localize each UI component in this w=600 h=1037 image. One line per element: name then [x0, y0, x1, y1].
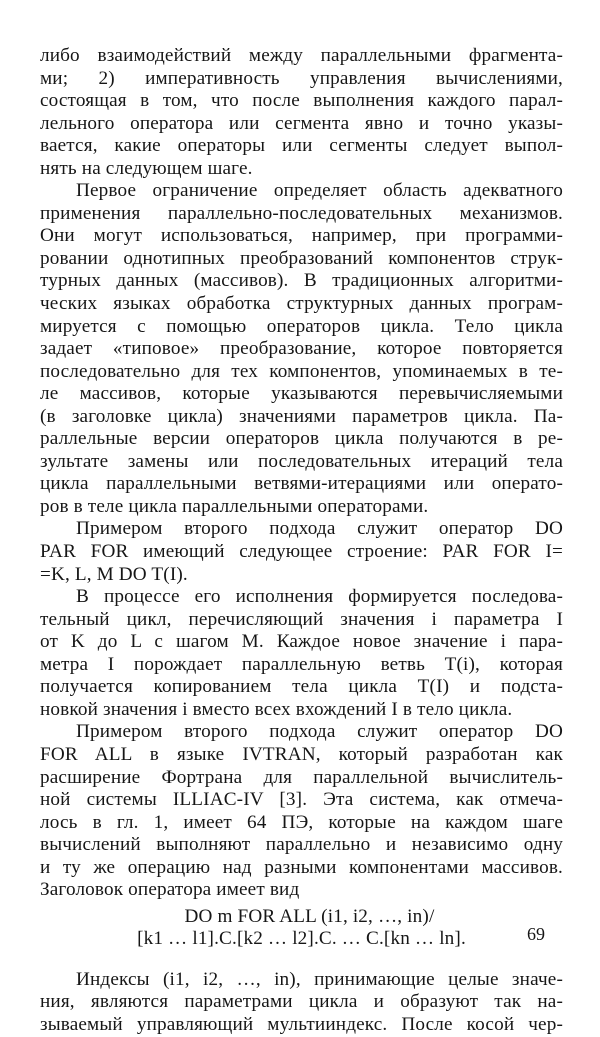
paragraph-execution	[40, 586, 563, 721]
text-line: цикла параллельными ветвями-итерациями или операто-	[40, 473, 563, 495]
page-number: 69	[527, 924, 545, 944]
text-line: применения параллельно-последовательных механизмов.	[40, 202, 563, 224]
text-line: тельный цикл, перечисляющий значения i параметра I	[40, 608, 563, 630]
text-line: ной системы ILLIAC-IV [3]. Эта система, как отмеча-	[40, 789, 563, 811]
text-line: нять на следующем шаге.	[40, 157, 253, 179]
text-line: ческих языках обработка структурных данных програм-	[40, 293, 563, 315]
text-line: Первое ограничение определяет область адекватного	[76, 180, 563, 202]
text-line: мируется с помощью операторов цикла. Тело цикла	[40, 315, 563, 337]
formula-line-header: DO m FOR ALL (i1, i2, …, in)/	[184, 905, 435, 927]
text-line: ния, являются параметрами цикла и образуют так на-	[40, 991, 563, 1013]
text-line: метра I порождает параллельную ветвь T(i), которая	[40, 653, 563, 675]
text-line: расширение Фортрана для параллельной вычислитель-	[40, 766, 563, 788]
text-line: FOR ALL в языке IVTRAN, который разработан как	[40, 743, 563, 765]
text-line: Они могут использоваться, например, при программи-	[40, 225, 563, 247]
text-line: лось в гл. 1, имеет 64 ПЭ, которые на каждом шаге	[40, 811, 563, 833]
text-line: зультате замены или последовательных итераций тела	[40, 450, 563, 472]
text-line: задает «типовое» преобразование, которое повторяется	[40, 338, 563, 360]
text-line: последовательно для тех компонентов, упоминаемых в те-	[40, 360, 563, 382]
text-line: раллельные версии операторов цикла получаются в ре-	[40, 428, 563, 450]
text-line: вычислений выполняют параллельно и независимо одну	[40, 834, 563, 856]
text-line: =K, L, M DO T(I).	[40, 563, 188, 585]
text-line: турных данных (массивов). В традиционных алгоритми-	[40, 270, 563, 292]
text-line: ров в теле цикла параллельными операторами.	[40, 495, 429, 517]
text-line: Примером второго подхода служит оператор DO	[76, 518, 563, 540]
paragraph-for-all	[40, 721, 563, 901]
text-line: (в заголовке цикла) значениями параметров цикла. Па-	[40, 405, 563, 427]
text-line: ми; 2) императивность управления вычислениями,	[40, 67, 563, 89]
text-line: Индексы (i1, i2, …, in), принимающие целые значе-	[76, 968, 563, 990]
formula-block	[40, 906, 563, 951]
text-line: новкой значения i вместо всех вхождений I в тело цикла.	[40, 698, 513, 720]
text-line: от K до L с шагом M. Каждое новое значение i пара-	[40, 631, 563, 653]
paragraph-indices	[40, 969, 563, 1037]
text-line: Примером второго подхода служит оператор DO	[76, 721, 563, 743]
text-line: либо взаимодействий между параллельными фрагмента-	[40, 45, 563, 66]
text-line: ле массивов, которые указываются перевычисляемыми	[40, 383, 563, 405]
text-line: вается, какие операторы или сегменты следует выпол-	[40, 135, 563, 157]
text-line: PAR FOR имеющий следующее строение: PAR FOR I=	[40, 541, 563, 563]
text-line: лельного оператора или сегмента явно и точно указы-	[40, 112, 563, 134]
text-line: состоящая в том, что после выполнения каждого парал-	[40, 90, 563, 112]
text-line: и ту же операцию над разными компонентами массивов.	[40, 856, 563, 878]
text-line: Заголовок оператора имеет вид	[40, 879, 300, 901]
text-line: зываемый управляющий мультииндекс. После косой чер-	[40, 1013, 563, 1035]
document-page	[40, 45, 563, 1037]
paragraph-first-restriction	[40, 180, 563, 518]
text-line: В процессе его исполнения формируется последова-	[76, 586, 563, 608]
paragraph-continuation	[40, 45, 563, 180]
formula-line-ranges: [k1 … l1].C.[k2 … l2].C. … C.[kn … ln].	[137, 928, 466, 950]
spacer	[40, 961, 563, 969]
text-line: ровании однотипных преобразований компонентов струк-	[40, 247, 563, 269]
paragraph-par-for	[40, 518, 563, 586]
text-line: получается копированием тела цикла T(I) и подста-	[40, 676, 563, 698]
